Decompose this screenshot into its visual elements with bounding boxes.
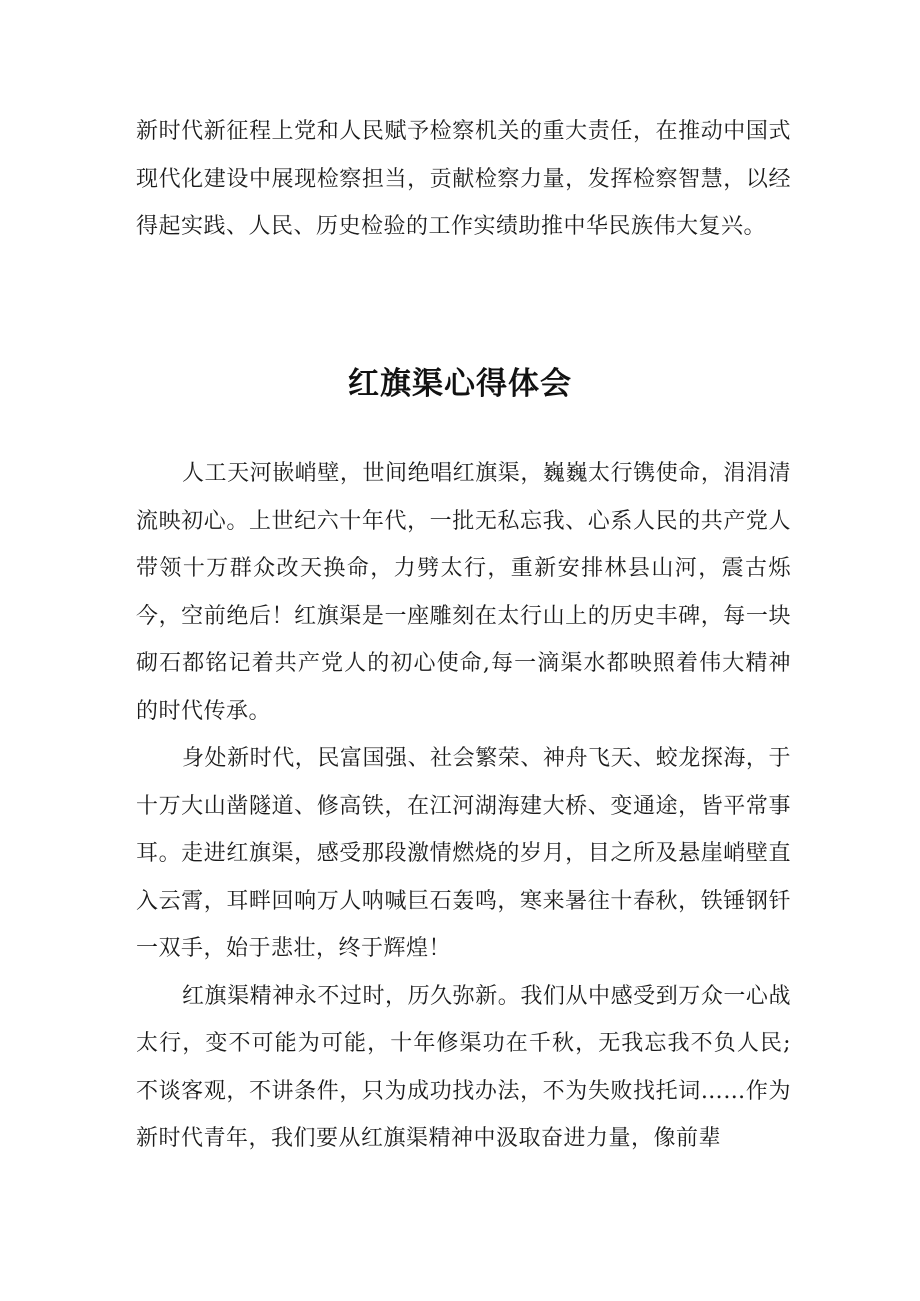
intro-paragraph: 新时代新征程上党和人民赋予检察机关的重大责任，在推动中国式现代化建设中展现检察担当，贡献检察力量，发挥检察智慧，以经得起实践、人民、历史检验的工作实绩助推中华民族伟大复兴。 (136, 119, 791, 239)
page-title: 红旗渠心得体会 (348, 366, 572, 402)
body-section (136, 450, 791, 1163)
body-paragraph-1: 人工天河嵌峭壁，世间绝唱红旗渠，巍巍太行镌使命，涓涓清流映初心。上世纪六十年代，一批无私忘我、心系人民的共产党人带领十万群众改天换命，力劈太行，重新安排林县山河，震古烁今，空前绝后！红旗渠是一座雕刻在太行山上的历史丰碑，每一块砌石都铭记着共产党人的初心使命,每一滴渠水都映照着伟大精神的时代传承。 (136, 461, 791, 724)
body-paragraph-3: 红旗渠精神永不过时，历久弥新。我们从中感受到万众一心战太行，变不可能为可能，十年修渠功在千秋，无我忘我不负人民;不谈客观，不讲条件，只为成功找办法，不为失败找托词……作为新时代青年，我们要从红旗渠精神中汲取奋进力量，像前辈 (136, 983, 791, 1151)
intro-section (136, 108, 791, 251)
body-paragraph-2: 身处新时代，民富国强、社会繁荣、神舟飞天、蛟龙探海，于十万大山凿隧道、修高铁，在江河湖海建大桥、变通途，皆平常事耳。走进红旗渠，感受那段激情燃烧的岁月，目之所及悬崖峭壁直入云霄，耳畔回响万人呐喊巨石轰鸣，寒来暑往十春秋，铁锤钢钎一双手，始于悲壮，终于辉煌！ (136, 746, 791, 961)
